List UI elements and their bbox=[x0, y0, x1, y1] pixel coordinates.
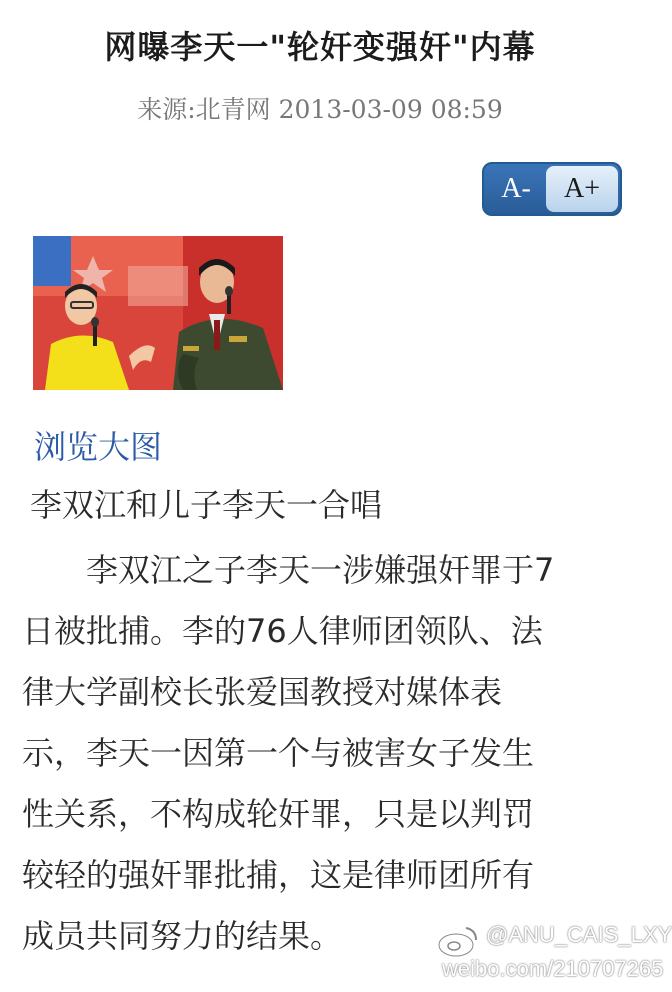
view-large-image-link[interactable]: 浏览大图 bbox=[34, 428, 163, 466]
body-line: 较轻的强奸罪批捕，这是律师团所有 bbox=[22, 856, 535, 894]
body-line: 律大学副校长张爱国教授对媒体表 bbox=[22, 673, 503, 711]
body-line: 性关系，不构成轮奸罪，只是以判罚 bbox=[22, 795, 535, 833]
article-body bbox=[22, 540, 612, 967]
body-line: 示，李天一因第一个与被害女子发生 bbox=[22, 734, 535, 772]
body-line: 成员共同努力的结果。 bbox=[22, 917, 343, 955]
article-title: 网曝李天一"轮奸变强奸"内幕 bbox=[104, 28, 536, 66]
article-photo[interactable] bbox=[33, 236, 283, 390]
font-increase-button[interactable]: A+ bbox=[546, 166, 618, 212]
watermark-url: weibo.com/210707265 bbox=[442, 956, 664, 981]
watermark-username: @ANU_CAIS_LXY bbox=[486, 922, 672, 947]
font-size-controls bbox=[482, 162, 622, 216]
body-line: 日被批捕。李的76人律师团领队、法 bbox=[22, 612, 543, 650]
font-decrease-button[interactable]: A- bbox=[501, 173, 531, 204]
photo-caption: 李双江和儿子李天一合唱 bbox=[30, 486, 383, 524]
weibo-logo-icon bbox=[436, 924, 480, 958]
photo-illustration bbox=[33, 236, 283, 390]
article-source: 来源:北青网 2013-03-09 08:59 bbox=[137, 95, 503, 124]
body-line: 李双江之子李天一涉嫌强奸罪于7 bbox=[22, 551, 555, 589]
